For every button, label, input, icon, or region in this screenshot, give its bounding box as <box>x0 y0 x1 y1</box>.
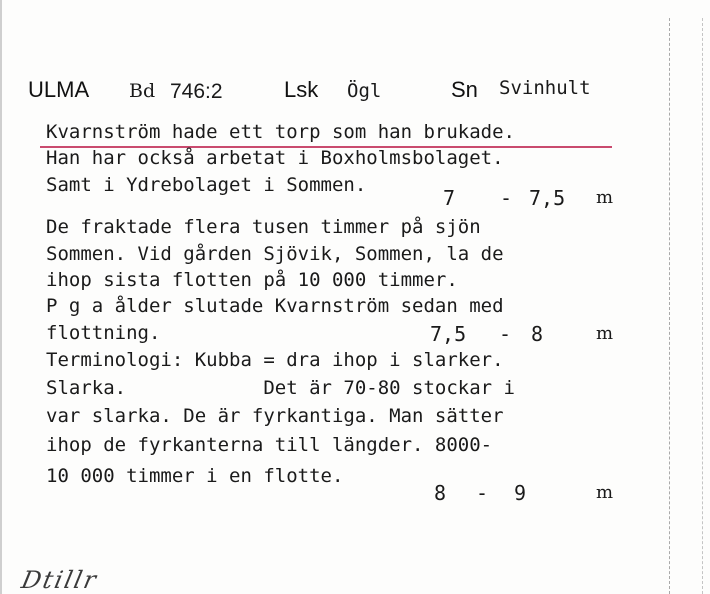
card-edge-line <box>702 18 703 594</box>
parish-label: Sn <box>451 77 478 102</box>
measure-unit: m <box>596 187 614 208</box>
text-line: ihop de fyrkanterna till längder. 8000- <box>46 434 493 456</box>
archive-code: ULMA <box>28 77 90 102</box>
text-line: var slarka. De är fyrkantiga. Man sätter <box>46 405 504 427</box>
measure-unit: m <box>596 482 614 503</box>
text-line: flottning. <box>46 322 161 344</box>
province-value: Ögl <box>347 80 382 102</box>
handwritten-note: Dtillr <box>19 566 101 594</box>
card-edge-line <box>669 18 670 594</box>
parish-value: Svinhult <box>499 77 591 99</box>
measure-dash: - <box>476 481 489 505</box>
text-line: Terminologi: Kubba = dra ihop i slarker. <box>46 349 504 371</box>
measure-from: 7 <box>443 186 456 210</box>
measure-unit: m <box>596 323 614 344</box>
text-line: Samt i Ydrebolaget i Sommen. <box>46 174 367 196</box>
text-line: 10 000 timmer i en flotte. <box>46 465 344 487</box>
province-label: Lsk <box>284 77 319 102</box>
record-number: 746:2 <box>170 80 223 103</box>
measure-to: 8 <box>531 322 544 346</box>
bd-stamp: Bd <box>129 80 156 102</box>
text-line: De fraktade flera tusen timmer på sjön <box>46 216 481 238</box>
measure-dash: - <box>499 322 512 346</box>
text-line: Sommen. Vid gården Sjövik, Sommen, la de <box>46 243 504 265</box>
text-line: P g a ålder slutade Kvarnström sedan med <box>46 295 504 317</box>
text-line: Kvarnström hade ett torp som han brukade. <box>46 121 515 143</box>
measure-dash: - <box>500 186 513 210</box>
text-line: ihop sista flotten på 10 000 timmer. <box>46 269 458 291</box>
measure-from: 8 <box>434 481 447 505</box>
measure-from: 7,5 <box>430 322 467 346</box>
measure-to: 7,5 <box>529 186 566 210</box>
measure-to: 9 <box>514 481 527 505</box>
text-line: Slarka. Det är 70-80 stockar i <box>46 377 515 399</box>
text-line: Han har också arbetat i Boxholmsbolaget. <box>46 147 504 169</box>
